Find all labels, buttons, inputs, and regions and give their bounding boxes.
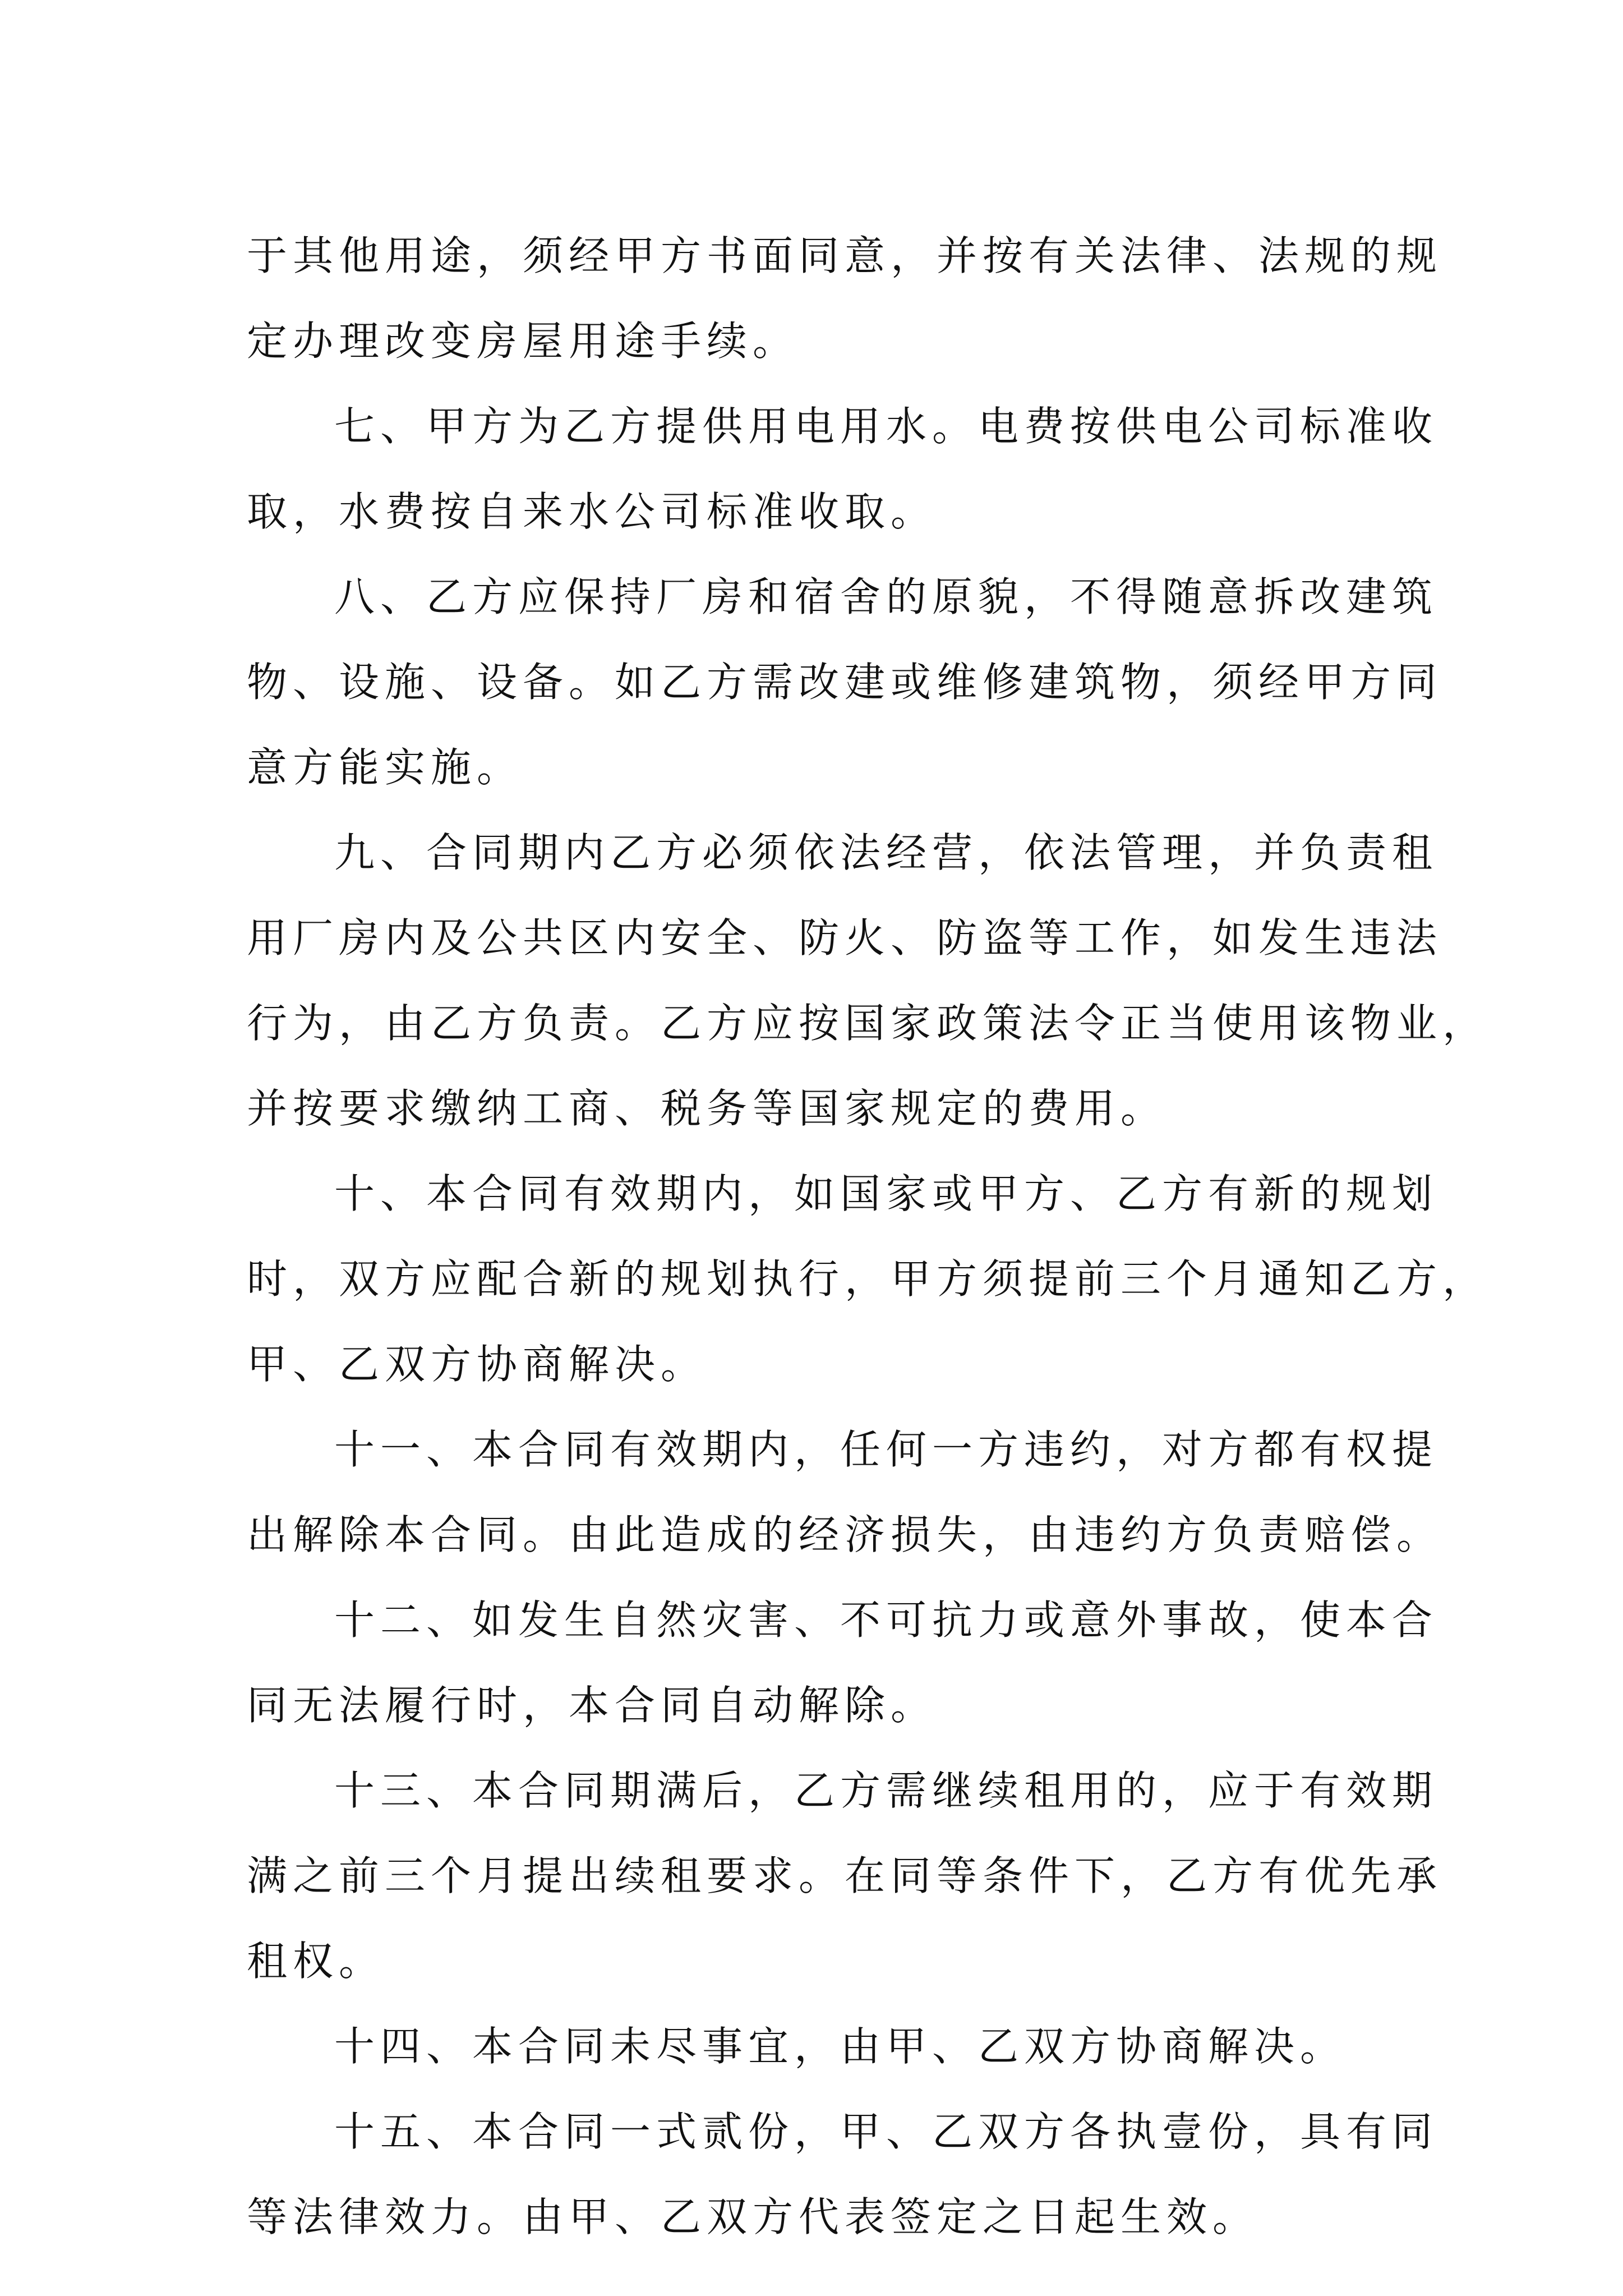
paragraph-clause-8 [247,554,1443,810]
text-line: 时，双方应配合新的规划执行，甲方须提前三个月通知乙方， [247,1255,1489,1303]
text-line: 于其他用途，须经甲方书面同意，并按有关法律、法规的规 [247,232,1443,279]
text-line: 出解除本合同。由此造成的经济损失，由违约方负责赔偿。 [247,1511,1443,1558]
text-line: 行为，由乙方负责。乙方应按国家政策法令正当使用该物业， [247,1000,1489,1047]
text-line: 十一、本合同有效期内，任何一方违约，对方都有权提 [334,1426,1438,1473]
paragraph-clause-12 [247,1577,1438,1748]
text-line: 十五、本合同一式贰份，甲、乙双方各执壹份，具有同 [334,2108,1438,2155]
text-line: 八、乙方应保持厂房和宿舍的原貌，不得随意拆改建筑 [334,573,1438,620]
text-line: 等法律效力。由甲、乙双方代表签定之日起生效。 [247,2193,1259,2240]
text-line: 意方能实施。 [247,744,523,791]
paragraph-clause-13 [247,1748,1443,2004]
paragraph-clause-11 [247,1407,1443,1577]
text-line: 定办理改变房屋用途手续。 [247,318,799,365]
paragraph-usage-change [247,213,1443,384]
paragraph-clause-15 [247,2089,1438,2260]
text-line: 十四、本合同未尽事宜，由甲、乙双方协商解决。 [334,2023,1347,2070]
text-line: 取，水费按自来水公司标准收取。 [247,488,937,535]
text-line: 九、合同期内乙方必须依法经营，依法管理，并负责租 [334,829,1438,876]
text-line: 十二、如发生自然灾害、不可抗力或意外事故，使本合 [334,1596,1438,1644]
text-line: 同无法履行时，本合同自动解除。 [247,1682,937,1729]
text-line: 满之前三个月提出续租要求。在同等条件下，乙方有优先承 [247,1852,1443,1899]
contract-text [247,213,1489,2260]
paragraph-clause-9 [247,810,1489,1151]
paragraph-clause-7 [247,384,1438,554]
paragraph-clause-14 [247,2004,1391,2089]
text-line: 租权。 [247,1938,385,1985]
text-line: 并按要求缴纳工商、税务等国家规定的费用。 [247,1085,1167,1132]
paragraph-clause-10 [247,1151,1489,1407]
text-line: 甲、乙双方协商解决。 [247,1341,707,1388]
text-line: 用厂房内及公共区内安全、防火、防盗等工作，如发生违法 [247,914,1443,961]
text-line: 十、本合同有效期内，如国家或甲方、乙方有新的规划 [334,1170,1438,1217]
text-line: 七、甲方为乙方提供用电用水。电费按供电公司标准收 [334,403,1438,450]
text-line: 物、设施、设备。如乙方需改建或维修建筑物，须经甲方同 [247,659,1443,706]
text-line: 十三、本合同期满后，乙方需继续租用的，应于有效期 [334,1767,1438,1814]
